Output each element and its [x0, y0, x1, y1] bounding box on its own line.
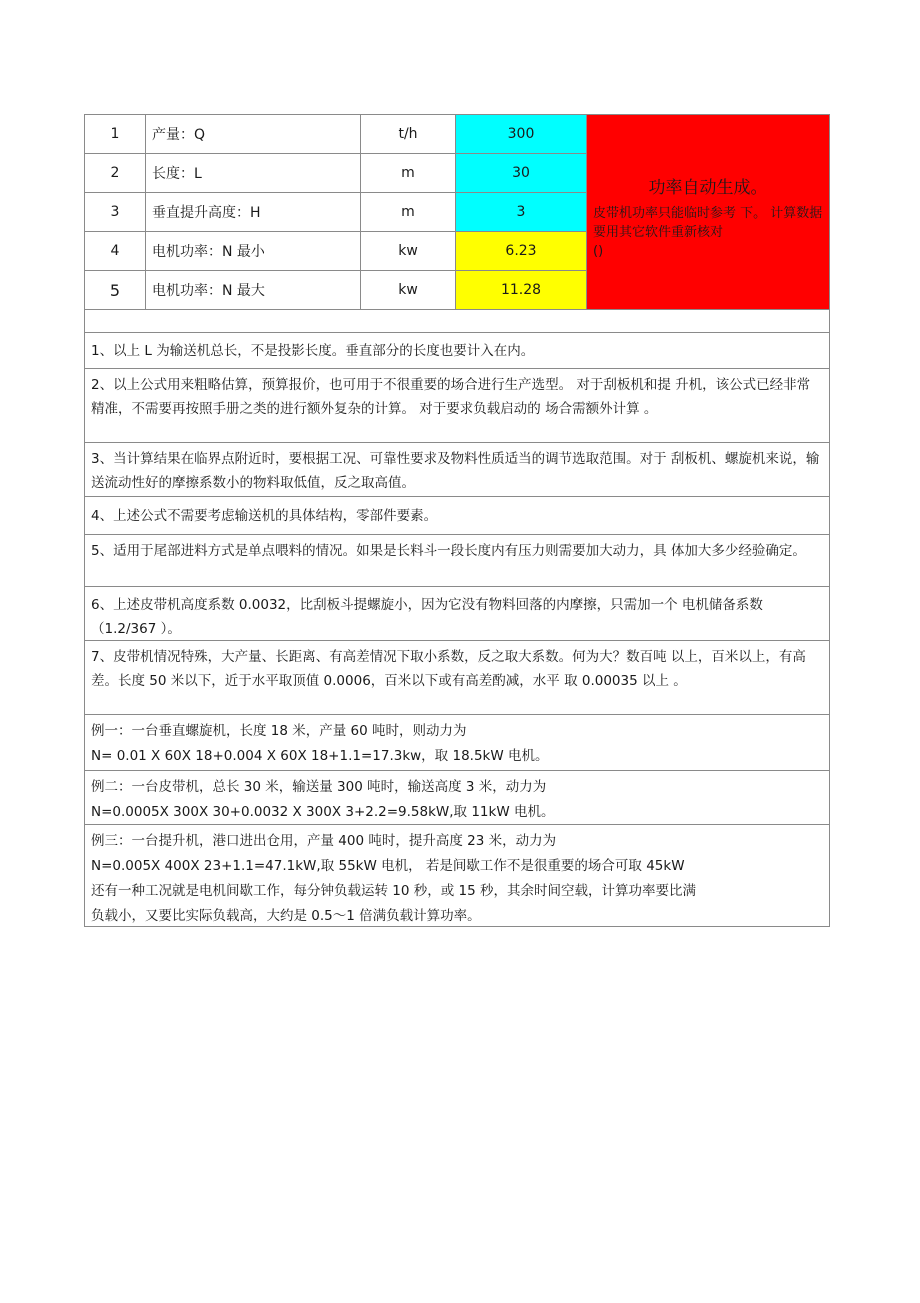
note-text: 3、当计算结果在临界点附近时，要根据工况、可靠性要求及物料性质适当的调节选取范围。对于 刮板机、螺旋机来说，输送流动性好的摩擦系数小的物料取低值，反之取高值。	[91, 451, 820, 491]
param-row-output	[85, 115, 830, 154]
row-number: 4	[85, 232, 146, 271]
param-label: 产量：Q	[146, 115, 361, 154]
note-item-2	[84, 369, 830, 443]
param-value-output: 6.23	[456, 232, 587, 271]
example-text: 例三：一台提升机，港口进出仓用，产量 400 吨时，提升高度 23 米，动力为	[91, 833, 557, 849]
note-item-7	[84, 641, 830, 715]
param-unit: kw	[361, 232, 456, 271]
param-unit: m	[361, 154, 456, 193]
parameter-table	[84, 114, 830, 310]
note-title: 功率自动生成。	[648, 178, 768, 198]
example-2	[84, 771, 830, 825]
note-body: 皮带机功率只能临时参考 下。 计算数据要用其它软件重新核对	[593, 206, 823, 240]
example-text: 还有一种工况就是电机间歇工作，每分钟负载运转 10 秒，或 15 秒，其余时间空载，计算功率要比满	[91, 883, 697, 899]
example-formula: N=0.005X 400X 23+1.1=47.1kW,取 55kW 电机， 若是间歇工作不是很重要的场合可取 45kW	[91, 858, 685, 874]
example-1	[84, 715, 830, 771]
example-text: 例一：一台垂直螺旋机，长度 18 米，产量 60 吨时，则动力为	[91, 723, 467, 739]
blank-row	[84, 310, 830, 333]
note-item-3	[84, 443, 830, 497]
param-label: 长度：L	[146, 154, 361, 193]
example-formula: N=0.0005X 300X 30+0.0032 X 300X 3+2.2=9.58kW,取 11kW 电机。	[91, 804, 555, 820]
auto-generate-note	[587, 115, 830, 310]
note-tail: ()	[593, 244, 604, 259]
param-unit: kw	[361, 271, 456, 310]
param-label: 电机功率：N 最小	[146, 232, 361, 271]
example-text: 负载小，又要比实际负载高，大约是 0.5～1 倍满负载计算功率。	[91, 908, 481, 924]
param-label: 电机功率：N 最大	[146, 271, 361, 310]
note-text: 6、上述皮带机高度系数 0.0032，比刮板斗提螺旋小，因为它没有物料回落的内摩擦，只需加一个 电机储备系数（1.2/367 ）。	[91, 597, 763, 637]
note-text: 5、适用于尾部进料方式是单点喂料的情况。如果是长料斗一段长度内有压力则需要加大动力，具 体加大多少经验确定。	[91, 543, 806, 559]
row-number: 2	[85, 154, 146, 193]
example-text: 例二：一台皮带机，总长 30 米，输送量 300 吨时，输送高度 3 米，动力为	[91, 779, 547, 795]
example-3	[84, 825, 830, 927]
document-sheet	[84, 114, 830, 927]
param-unit: m	[361, 193, 456, 232]
note-text: 4、上述公式不需要考虑输送机的具体结构，零部件要素。	[91, 508, 438, 524]
param-label: 垂直提升高度：H	[146, 193, 361, 232]
note-item-1	[84, 333, 830, 369]
param-value-output: 11.28	[456, 271, 587, 310]
example-formula: N= 0.01 X 60X 18+0.004 X 60X 18+1.1=17.3kw，取 18.5kW 电机。	[91, 748, 549, 764]
param-value-input[interactable]: 30	[456, 154, 587, 193]
note-item-6	[84, 587, 830, 641]
note-text: 1、以上 L 为输送机总长，不是投影长度。垂直部分的长度也要计入在内。	[91, 343, 535, 359]
note-text: 7、皮带机情况特殊，大产量、长距离、有高差情况下取小系数，反之取大系数。何为大？数百吨 以上，百米以上，有高差。长度 50 米以下，近于水平取顶值 0.0006，百米以下或有高差酌减，水平 取 0.00035 以上 。	[91, 649, 806, 689]
param-value-input[interactable]: 3	[456, 193, 587, 232]
row-number: 1	[85, 115, 146, 154]
param-unit: t/h	[361, 115, 456, 154]
row-number: 3	[85, 193, 146, 232]
param-value-input[interactable]: 300	[456, 115, 587, 154]
row-number: 5	[85, 271, 146, 310]
note-item-5	[84, 535, 830, 587]
note-text: 2、以上公式用来粗略估算，预算报价，也可用于不很重要的场合进行生产选型。 对于刮板机和提 升机，该公式已经非常精准，不需要再按照手册之类的进行额外复杂的计算。 对于要求负载启动的 场合需额外计算 。	[91, 377, 811, 417]
note-item-4	[84, 497, 830, 535]
